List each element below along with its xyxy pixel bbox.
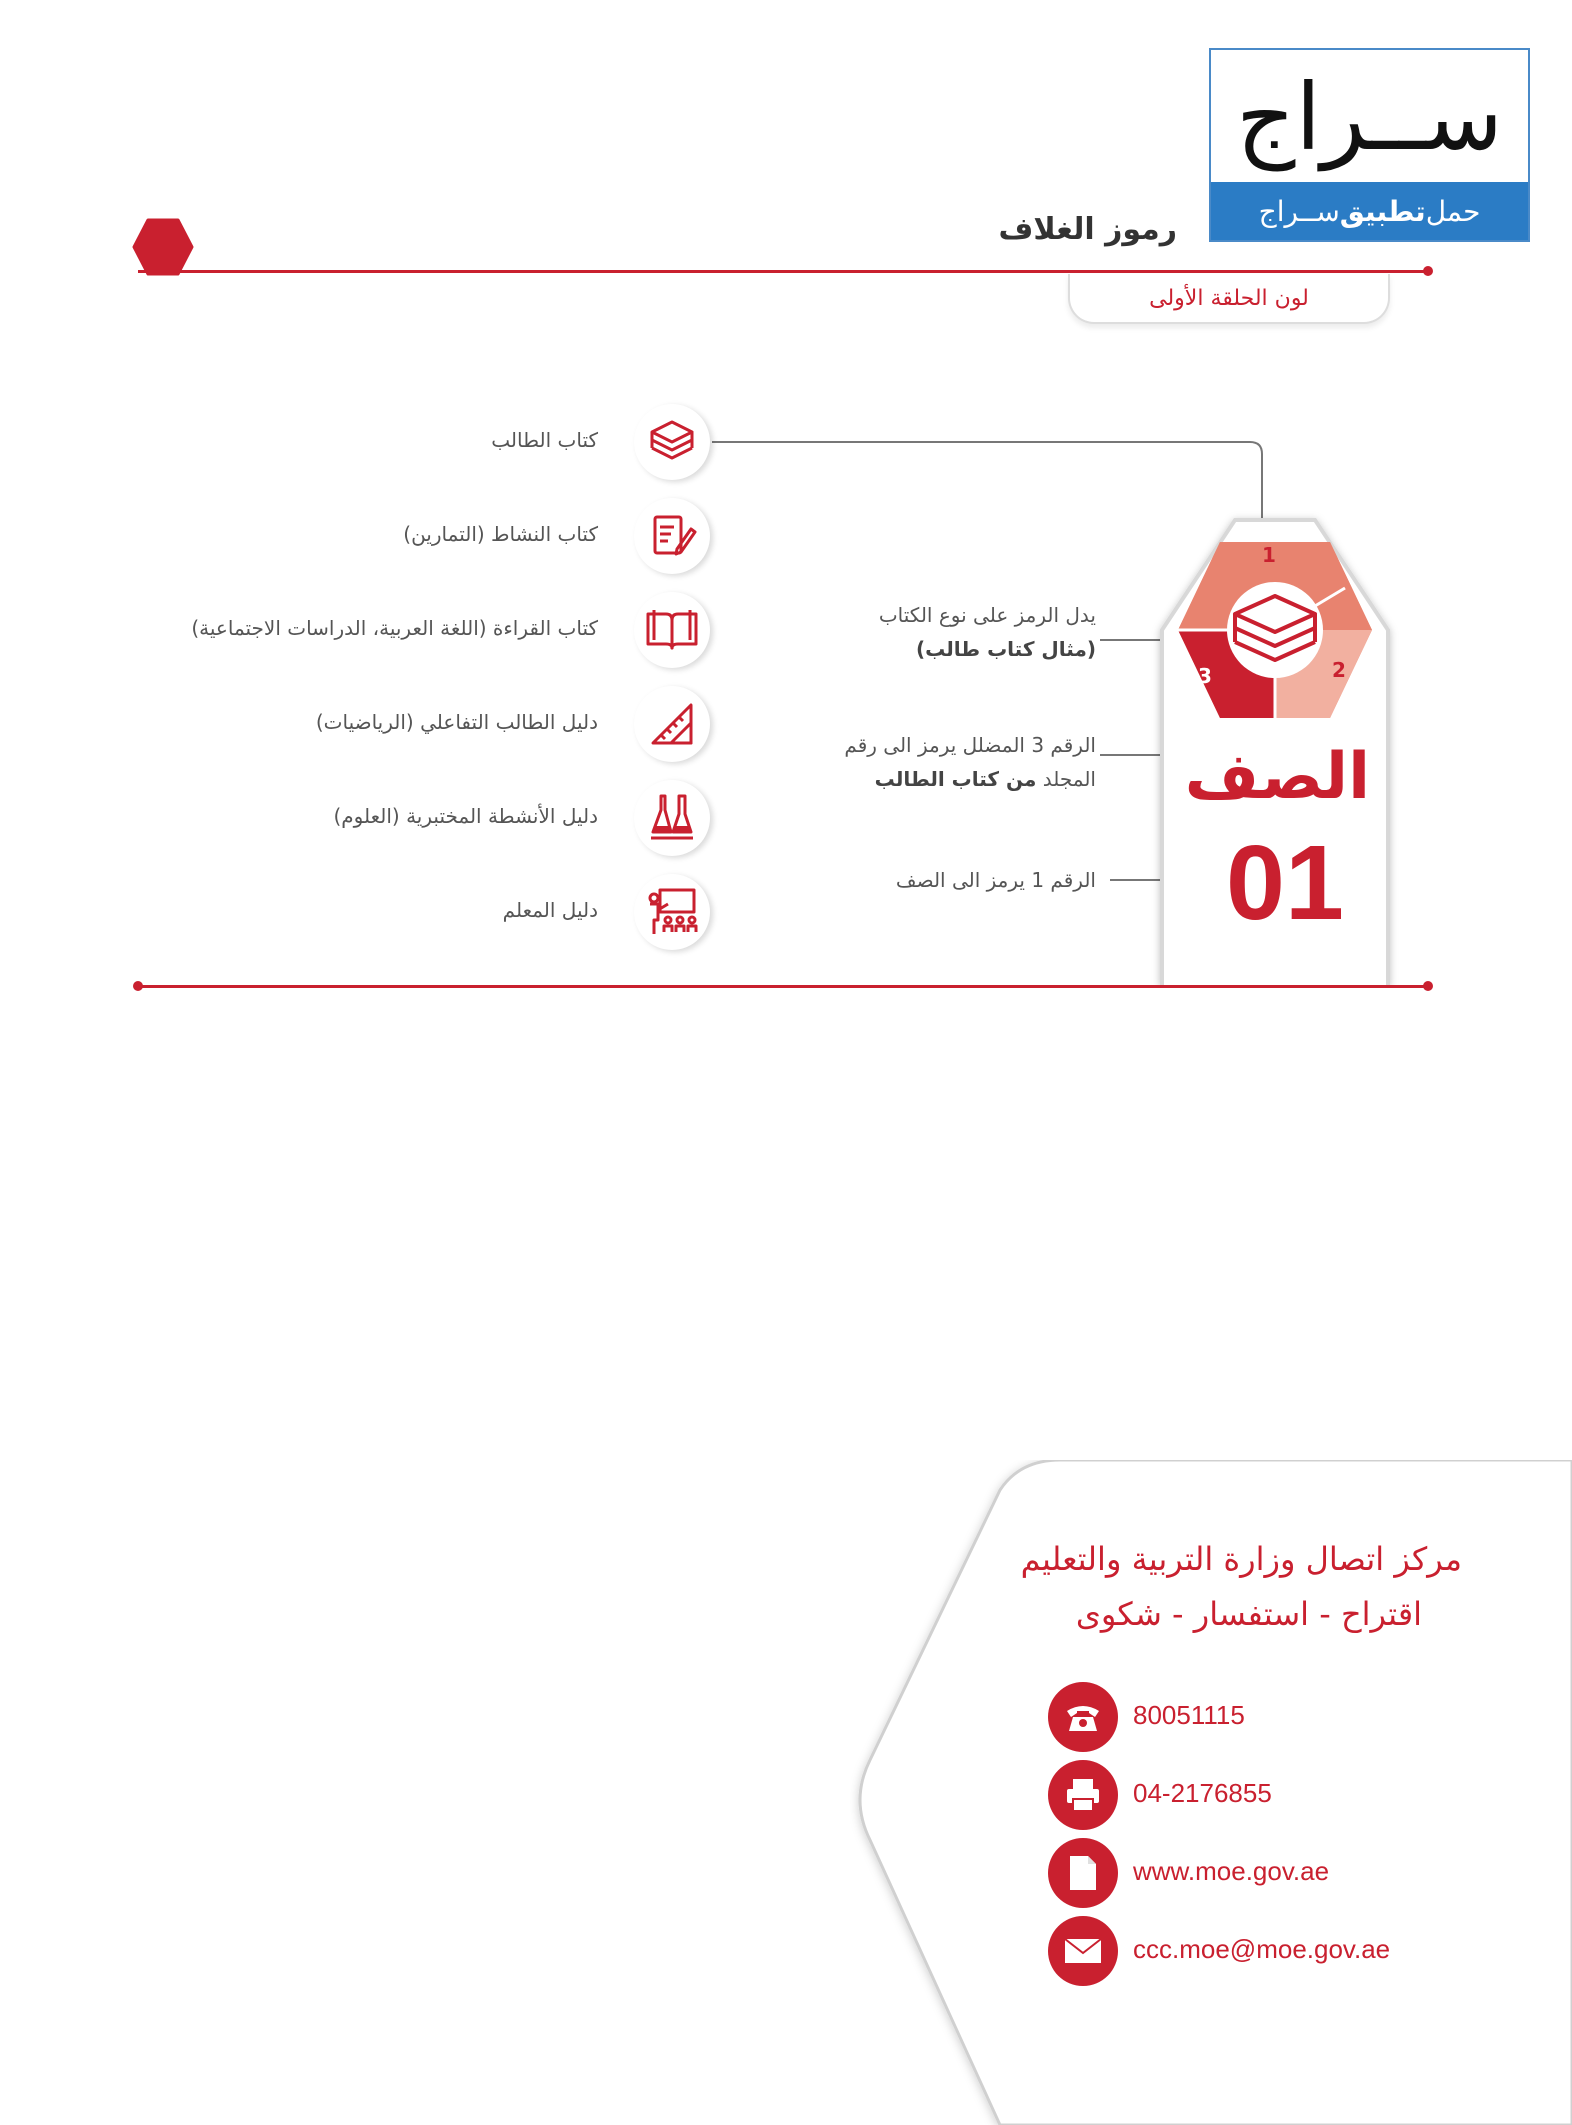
stage-color-label: لون الحلقة الأولى xyxy=(1149,285,1309,311)
contact-web-row[interactable] xyxy=(1048,1838,1448,1908)
contact-fax-text: 04-2176855 xyxy=(1133,1778,1272,1808)
contact-fax-row[interactable] xyxy=(1048,1760,1448,1830)
book-type-label: كتاب الطالب xyxy=(491,428,598,452)
pencil-paper-icon xyxy=(634,498,710,574)
grade-segment-2: 2 xyxy=(1332,658,1346,682)
badge-bar-suffix: ســراج xyxy=(1258,194,1340,228)
contact-phone-text: 80051115 xyxy=(1133,1700,1245,1730)
contact-phone-row[interactable] xyxy=(1048,1682,1448,1752)
contact-subtitle: اقتراح - استفسار - شكوى xyxy=(1075,1595,1422,1633)
book-type-label: كتاب النشاط (التمارين) xyxy=(403,522,598,546)
volume-note-line2: المجلد من كتاب الطالب xyxy=(874,767,1096,791)
phone-icon xyxy=(1048,1682,1118,1752)
grade-segment-3: 3 xyxy=(1198,664,1212,688)
contact-web-text[interactable]: www.moe.gov.ae xyxy=(1133,1856,1330,1886)
badge-bar-bold: تطبيق xyxy=(1339,194,1426,228)
grade-word: الصف xyxy=(1184,740,1370,814)
book-type-row xyxy=(0,404,1572,482)
contact-mail-row[interactable] xyxy=(1048,1916,1448,1986)
contact-title: مركز اتصال وزارة التربية والتعليم xyxy=(1020,1540,1462,1578)
book-type-label: كتاب القراءة (اللغة العربية، الدراسات الاجتماعية) xyxy=(191,616,598,640)
badge-bar-prefix: حمل xyxy=(1425,194,1481,228)
bottom-rule-dot-left xyxy=(133,981,143,991)
ruler-triangle-icon xyxy=(634,686,710,762)
open-book-icon xyxy=(634,592,710,668)
fax-icon xyxy=(1048,1760,1118,1830)
grade-segment-1: 1 xyxy=(1262,543,1276,567)
symbol-note xyxy=(879,598,1096,666)
volume-note-line1: الرقم 3 المضلل يرمز الى رقم xyxy=(844,733,1096,757)
bottom-rule-dot-right xyxy=(1423,981,1433,991)
symbol-note-line2: (مثال كتاب طالب) xyxy=(915,637,1096,661)
book-type-label: دليل المعلم xyxy=(502,898,598,922)
page-title: رموز الغلاف xyxy=(998,212,1177,247)
contact-mail-text[interactable]: ccc.moe@moe.gov.ae xyxy=(1133,1934,1391,1964)
siraj-logo: ســراج xyxy=(1236,64,1503,171)
section-bottom-rule xyxy=(138,985,1428,988)
symbol-note-line1: يدل الرمز على نوع الكتاب xyxy=(878,603,1096,627)
grade-note: الرقم 1 يرمز الى الصف xyxy=(895,868,1096,892)
mail-icon xyxy=(1048,1916,1118,1986)
lab-flasks-icon xyxy=(634,780,710,856)
volume-note xyxy=(844,728,1096,796)
teacher-board-icon xyxy=(634,874,710,950)
web-page-icon xyxy=(1048,1838,1118,1908)
grade-number: 01 xyxy=(1226,824,1344,942)
book-type-label: دليل الأنشطة المختبرية (العلوم) xyxy=(333,804,598,828)
books-stack-icon xyxy=(634,404,710,480)
book-type-label: دليل الطالب التفاعلي (الرياضيات) xyxy=(315,710,598,734)
